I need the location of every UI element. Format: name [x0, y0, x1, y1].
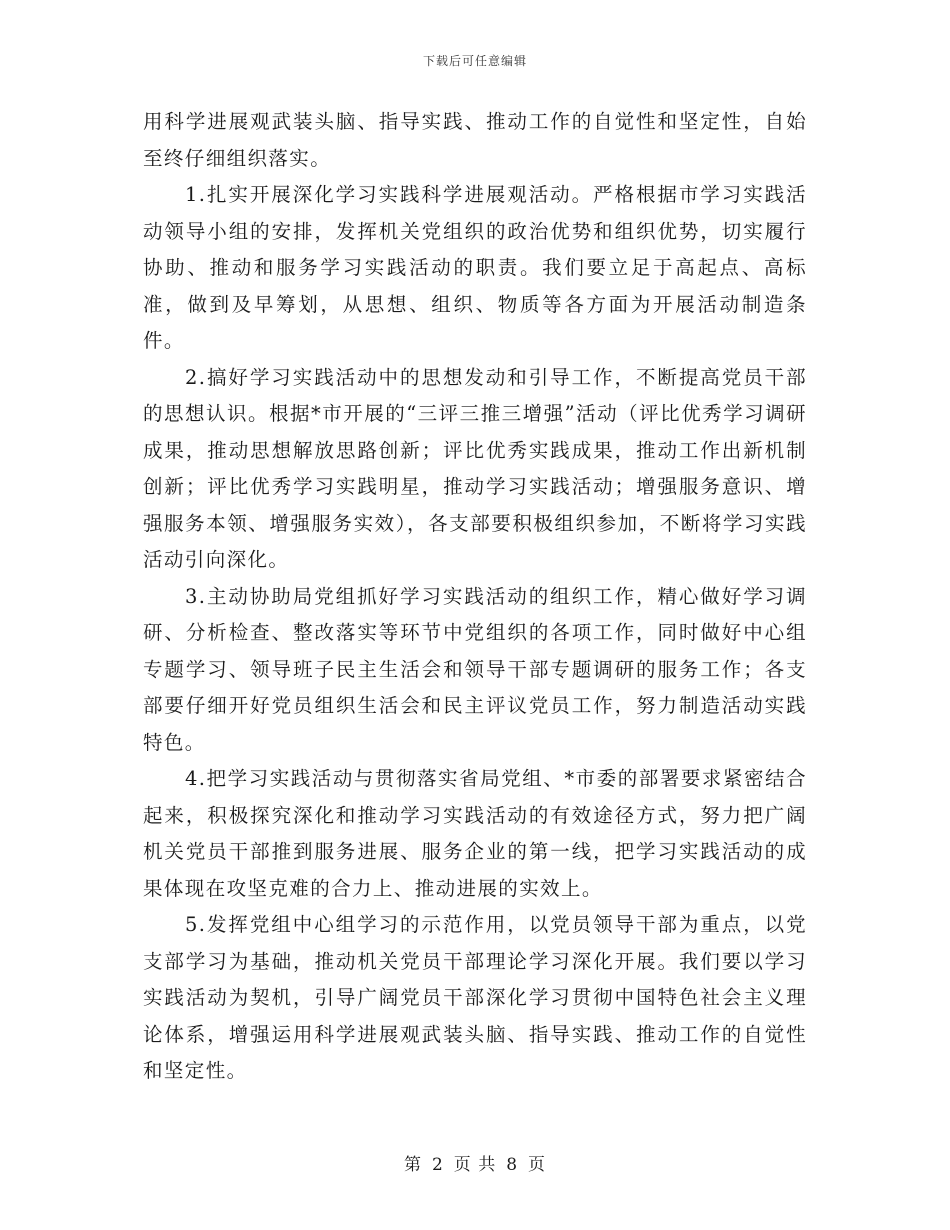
footer-prefix: 第	[403, 1155, 422, 1175]
paragraph-item-4: 4.把学习实践活动与贯彻落实省局党组、*市委的部署要求紧密结合起来，积极探究深化和推动学习实践活动的有效途径方式，努力把广阔机关党员干部推到服务进展、服务企业的第一线，把学习实践活动的成果体现在攻坚克难的合力上、推动进展的实效上。	[143, 767, 807, 900]
paragraph-item-3: 3.主动协助局党组抓好学习实践活动的组织工作，精心做好学习调研、分析检查、整改落实等环节中党组织的各项工作，同时做好中心组专题学习、领导班子民主生活会和领导干部专题调研的服务工作；各支部要仔细开好党员组织生活会和民主评议党员工作，努力制造活动实践特色。	[143, 584, 807, 754]
total-pages-number: 8	[506, 1155, 519, 1175]
document-body	[143, 104, 807, 1090]
page-number-footer	[0, 1150, 950, 1175]
current-page-number: 2	[431, 1155, 444, 1175]
footer-suffix: 页	[528, 1155, 547, 1175]
paragraph-item-5: 5.发挥党组中心组学习的示范作用，以党员领导干部为重点，以党支部学习为基础，推动机关党员干部理论学习深化开展。我们要以学习实践活动为契机，引导广阔党员干部深化学习贯彻中国特色社会主义理论体系，增强运用科学进展观武装头脑、指导实践、推动工作的自觉性和坚定性。	[143, 913, 807, 1082]
paragraph-continuation: 用科学进展观武装头脑、指导实践、推动工作的自觉性和坚定性，自始至终仔细组织落实。	[143, 110, 807, 170]
header-note: 下载后可任意编辑	[422, 54, 527, 68]
paragraph-item-1: 1.扎实开展深化学习实践科学进展观活动。严格根据市学习实践活动领导小组的安排，发挥机关党组织的政治优势和组织优势，切实履行协助、推动和服务学习实践活动的职责。我们要立足于高起点、高标准，做到及早筹划，从思想、组织、物质等各方面为开展活动制造条件。	[143, 183, 807, 352]
paragraph-item-2: 2.搞好学习实践活动中的思想发动和引导工作，不断提高党员干部的思想认识。根据*市开展的“三评三推三增强”活动（评比优秀学习调研成果，推动思想解放思路创新；评比优秀实践成果，推动工作出新机制创新；评比优秀学习实践明星，推动学习实践活动；增强服务意识、增强服务本领、增强服务实效），各支部要积极组织参加，不断将学习实践活动引向深化。	[143, 365, 807, 571]
footer-middle: 页 共	[453, 1155, 497, 1175]
